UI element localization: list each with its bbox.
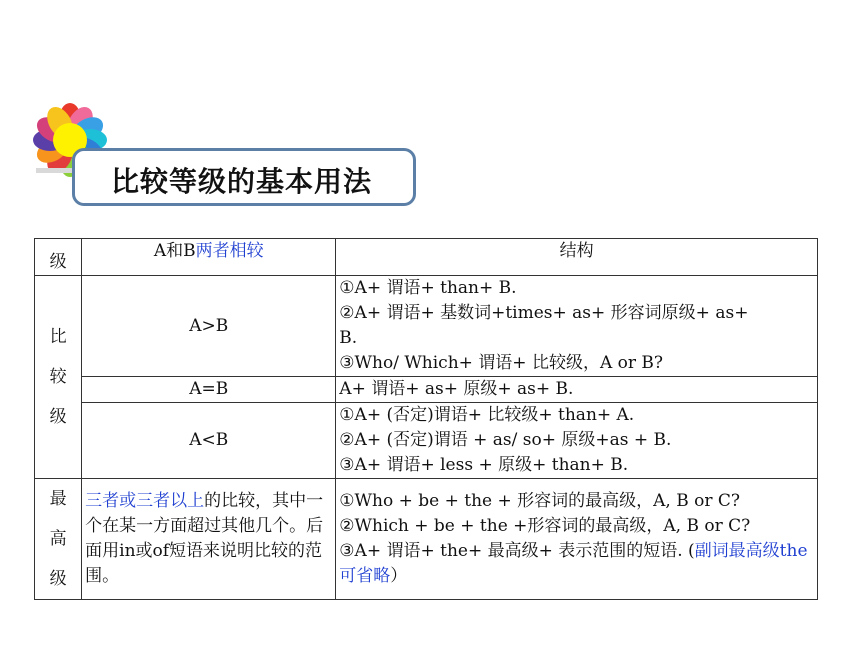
superlative-label-char: 高 <box>49 529 67 549</box>
header-comparison-prefix: A和B <box>153 241 196 261</box>
structure-less <box>336 403 818 479</box>
structure-line: ②A+ 谓语+ 基数词+times+ as+ 形容词原级+ as+ <box>339 303 749 323</box>
structure-line: ①A+ 谓语+ than+ B. <box>339 278 517 298</box>
structure-line: ③Who/ Which+ 谓语+ 比较级，A or B? <box>339 353 664 373</box>
structure-line: ②Which + be + the +形容词的最高级，A, B or C? <box>339 516 751 536</box>
superlative-desc-rest: 的比较，其中一个在某一方面超过其他几个。后面用in或of短语来说明比较的范围。 <box>85 491 324 586</box>
comparative-label <box>35 276 82 479</box>
structure-equal <box>336 377 818 403</box>
table-row-less <box>35 403 818 479</box>
structure-line: A+ 谓语+ as+ 原级+ as+ B. <box>339 379 574 399</box>
case-equal: A=B <box>82 377 336 403</box>
table-header-row <box>35 239 818 276</box>
comparison-table <box>34 238 818 600</box>
superlative-label-char: 最 <box>49 489 67 509</box>
structure-line-last <box>339 539 814 589</box>
structure-last-prefix: ③A+ 谓语+ the+ 最高级+ 表示范围的短语. ( <box>339 541 695 561</box>
superlative-label <box>35 479 82 600</box>
header-comparison <box>82 239 336 276</box>
structure-line: ①Who + be + the + 形容词的最高级，A, B or C? <box>339 491 741 511</box>
page-title: 比较等级的基本用法 <box>111 165 373 198</box>
structure-last-suffix: ） <box>390 566 408 586</box>
table-row-equal <box>35 377 818 403</box>
comparative-label-char: 比 <box>49 327 67 347</box>
superlative-description <box>82 479 336 600</box>
table-row-superlative <box>35 479 818 600</box>
case-less: A<B <box>82 403 336 479</box>
case-greater: A>B <box>82 276 336 377</box>
table-row-greater <box>35 276 818 377</box>
comparative-label-char: 较 <box>49 367 67 387</box>
structure-superlative <box>336 479 818 600</box>
header-comparison-highlight: 两者相较 <box>195 241 264 261</box>
header-degree: 级 <box>35 239 82 276</box>
structure-last-highlight: 副词最高级the可省略 <box>339 541 808 586</box>
superlative-label-char: 级 <box>49 569 67 589</box>
header-structure: 结构 <box>336 239 818 276</box>
structure-greater <box>336 276 818 377</box>
superlative-desc-highlight: 三者或三者以上 <box>85 491 205 511</box>
structure-line: ②A+ (否定)谓语 + as/ so+ 原级+as + B. <box>339 430 672 450</box>
structure-line: ①A+ (否定)谓语+ 比较级+ than+ A. <box>339 405 635 425</box>
title-banner <box>72 148 416 206</box>
structure-line: ③A+ 谓语+ less + 原级+ than+ B. <box>339 455 629 475</box>
structure-line: B. <box>339 328 358 348</box>
comparative-label-char: 级 <box>49 407 67 427</box>
